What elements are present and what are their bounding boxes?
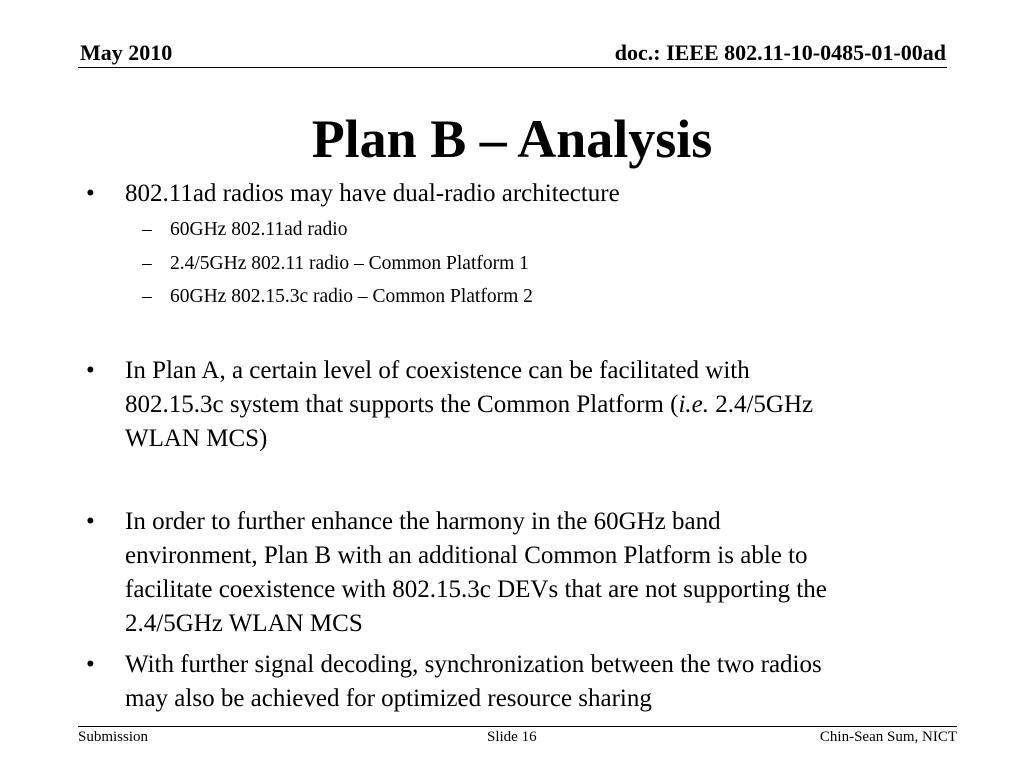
footer-divider <box>78 726 957 727</box>
bullet-3-line-4: 2.4/5GHz WLAN MCS <box>125 610 363 637</box>
sub-bullet-1-3-text: 60GHz 802.15.3c radio – Common Platform 2 <box>170 286 533 307</box>
bullet-1-text: 802.11ad radios may have dual-radio architecture <box>125 180 620 207</box>
bullet-marker: • <box>86 180 95 207</box>
bullet-2-ie: i.e. <box>678 391 709 418</box>
header-divider <box>78 67 947 68</box>
bullet-4-line-2: may also be achieved for optimized resource sharing <box>125 685 652 712</box>
footer-author: Chin-Sean Sum, NICT <box>819 729 957 745</box>
bullet-3-line-3: facilitate coexistence with 802.15.3c DEVs that are not supporting the <box>125 576 827 603</box>
bullet-2-line-2b: 2.4/5GHz <box>708 391 814 418</box>
bullet-3-line-1: In order to further enhance the harmony in the 60GHz band <box>125 508 721 535</box>
footer-slide-number: Slide 16 <box>487 729 537 745</box>
bullet-marker: • <box>86 651 95 678</box>
bullet-3-line-2: environment, Plan B with an additional Common Platform is able to <box>125 542 808 569</box>
slide-title: Plan B – Analysis <box>311 109 713 169</box>
bullet-4-line-1: With further signal decoding, synchronization between the two radios <box>125 651 822 678</box>
sub-bullet-marker: – <box>142 219 152 240</box>
header-date: May 2010 <box>80 40 173 65</box>
header-doc-id: doc.: IEEE 802.11-10-0485-01-00ad <box>614 40 946 65</box>
bullet-marker: • <box>86 357 95 384</box>
bullet-2-line-2a: 802.15.3c system that supports the Common Platform ( <box>125 391 679 418</box>
bullet-4-text <box>125 648 925 716</box>
sub-bullet-marker: – <box>142 286 152 307</box>
bullet-3-text <box>125 505 925 641</box>
bullet-2-text <box>125 354 925 456</box>
footer-submission: Submission <box>78 729 149 745</box>
bullet-2-line-3: WLAN MCS) <box>125 425 268 452</box>
bullet-2-line-1: In Plan A, a certain level of coexistence can be facilitated with <box>125 357 750 384</box>
sub-bullet-marker: – <box>142 253 152 274</box>
sub-bullet-1-2-text: 2.4/5GHz 802.11 radio – Common Platform 1 <box>170 253 529 274</box>
sub-bullet-1-1-text: 60GHz 802.11ad radio <box>170 219 348 240</box>
bullet-marker: • <box>86 508 95 535</box>
